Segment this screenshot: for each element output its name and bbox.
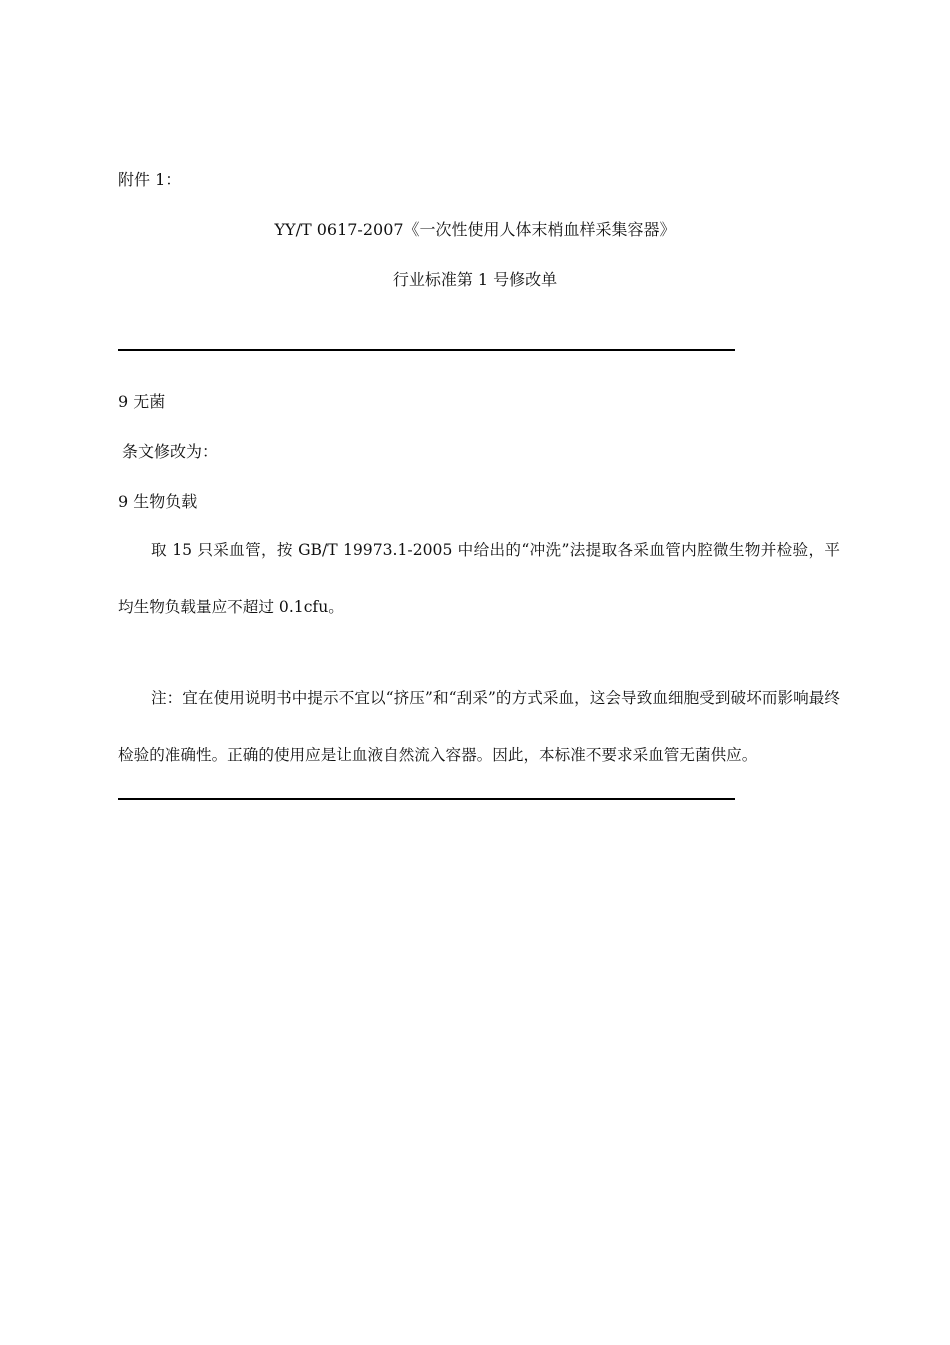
section-heading-original: 9 无菌	[118, 392, 166, 411]
change-intro: 条文修改为：	[122, 442, 219, 461]
document-subtitle: 行业标准第 1 号修改单	[392, 270, 558, 289]
body-paragraph: 取 15 只采血管，按 GB/T 19973.1-2005 中给出的“冲洗”法提取各采血管内腔微生物并检验，平均生物负载量应不超过 0.1cfu。	[118, 541, 840, 616]
attachment-label: 附件 1：	[118, 170, 182, 189]
document-title: YY/T 0617-2007《一次性使用人体末梢血样采集容器》	[274, 220, 676, 239]
section-heading-new: 9 生物负载	[118, 492, 198, 511]
top-divider	[118, 349, 735, 351]
note-paragraph: 注：宜在使用说明书中提示不宜以“挤压”和“刮采”的方式采血，这会导致血细胞受到破坏而影响最终检验的准确性。正确的使用应是让血液自然流入容器。因此，本标准不要求采血管无菌供应。	[118, 689, 840, 764]
bottom-divider	[118, 798, 735, 800]
